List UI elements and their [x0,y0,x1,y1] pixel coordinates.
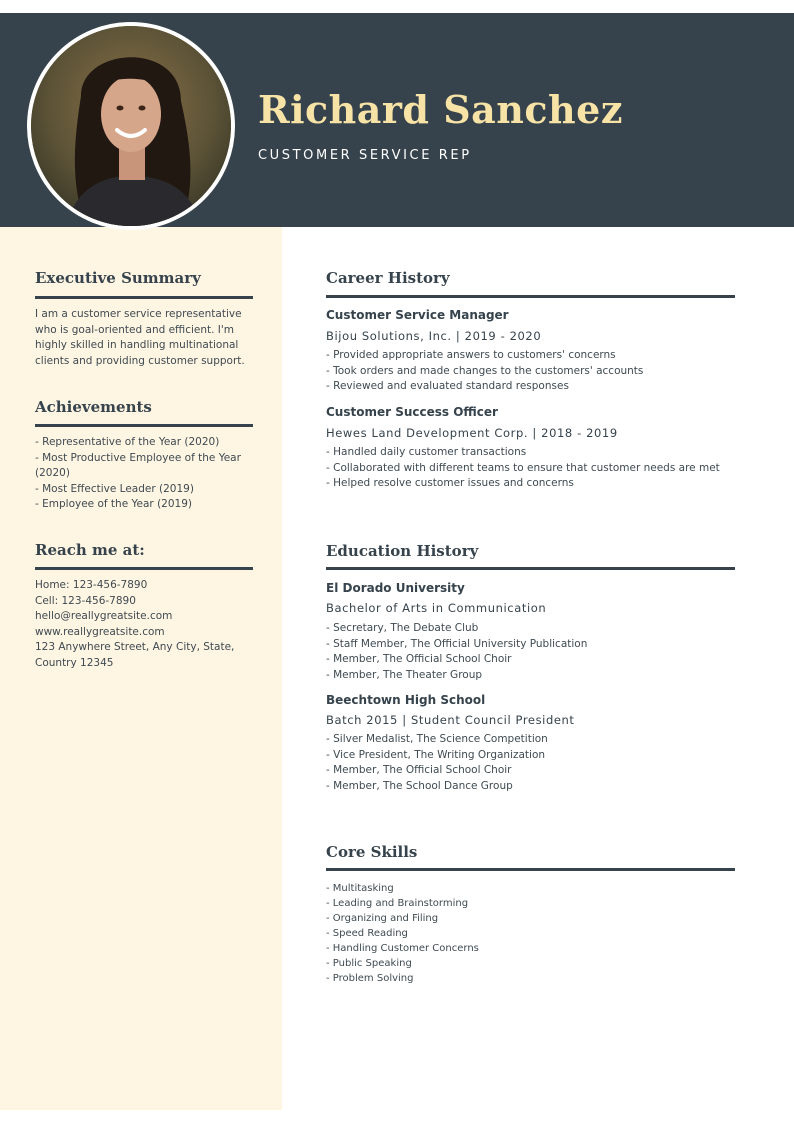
contact-home-phone: Home: 123-456-7890 [35,579,148,591]
core-skills-list [326,881,479,986]
school-bullet: - Staff Member, The Official University Publication [326,637,588,650]
school-activities [326,732,746,794]
job-bullet: - Provided appropriate answers to customers' concerns [326,349,616,361]
job-bullet: - Took orders and made changes to the customers' accounts [326,364,644,377]
school-bullet: - Member, The School Dance Group [326,779,513,792]
job-bullet: - Helped resolve customer issues and concerns [326,477,574,490]
achievement-item: - Most Effective Leader (2019) [35,482,194,495]
contact-details [35,578,257,672]
summary-line: clients and providing customer support. [35,354,245,367]
skill-item: - Leading and Brainstorming [326,898,469,909]
achievements-heading: Achievements [35,398,152,416]
summary-line: who is goal-oriented and efficient. I'm [35,323,235,336]
achievements-list [35,435,257,513]
contact-email: hello@reallygreatsite.com [35,610,173,623]
contact-address: 123 Anywhere Street, Any City, State, [35,641,235,654]
contact-cell-phone: Cell: 123-456-7890 [35,594,136,607]
core-skills-heading: Core Skills [326,843,418,861]
career-history-divider [326,295,735,298]
job-bullet: - Collaborated with different teams to ensure that customer needs are met [326,461,720,474]
executive-summary-heading: Executive Summary [35,269,201,287]
skill-item: - Multitasking [326,883,394,894]
summary-line: highly skilled in handling multinational [35,339,239,352]
core-skills-divider [326,868,735,871]
school-bullet: - Member, The Theater Group [326,668,483,681]
skill-item: - Handling Customer Concerns [326,943,479,954]
job-title: Customer Success Officer [326,405,498,419]
school-name: El Dorado University [326,581,465,595]
job-responsibilities [326,348,746,395]
school-degree: Bachelor of Arts in Communication [326,601,547,615]
contact-address: Country 12345 [35,656,114,669]
contact-heading: Reach me at: [35,541,145,559]
summary-line: I am a customer service representative [35,308,242,320]
school-activities [326,621,746,683]
executive-summary-divider [35,296,253,299]
job-bullet: - Reviewed and evaluated standard responses [326,380,569,393]
school-degree: Batch 2015 | Student Council President [326,713,575,727]
achievement-item: (2020) [35,467,70,480]
school-bullet: - Member, The Official School Choir [326,764,512,777]
school-bullet: - Member, The Official School Choir [326,653,512,666]
job-title: Customer Service Manager [326,308,509,322]
candidate-name: Richard Sanchez [258,87,623,132]
school-name: Beechtown High School [326,693,486,707]
contact-website: www.reallygreatsite.com [35,625,165,638]
skill-item: - Public Speaking [326,958,412,969]
candidate-role: CUSTOMER SERVICE REP [258,148,472,163]
job-responsibilities [326,445,746,492]
executive-summary-text [35,307,257,369]
school-bullet: - Secretary, The Debate Club [326,622,479,634]
education-history-heading: Education History [326,542,479,560]
career-history-heading: Career History [326,269,450,287]
profile-photo [27,22,235,230]
profile-photo-image [31,26,231,226]
job-company: Hewes Land Development Corp. | 2018 - 2019 [326,426,618,440]
achievement-item: - Most Productive Employee of the Year [35,451,241,464]
school-bullet: - Vice President, The Writing Organization [326,748,546,761]
contact-divider [35,567,253,570]
job-company: Bijou Solutions, Inc. | 2019 - 2020 [326,329,542,343]
achievement-item: - Employee of the Year (2019) [35,498,192,511]
skill-item: - Speed Reading [326,928,408,939]
job-bullet: - Handled daily customer transactions [326,446,527,458]
achievement-item: - Representative of the Year (2020) [35,436,220,448]
school-bullet: - Silver Medalist, The Science Competition [326,733,548,745]
skill-item: - Organizing and Filing [326,913,439,924]
education-history-divider [326,567,735,570]
skill-item: - Problem Solving [326,973,414,984]
achievements-divider [35,424,253,427]
